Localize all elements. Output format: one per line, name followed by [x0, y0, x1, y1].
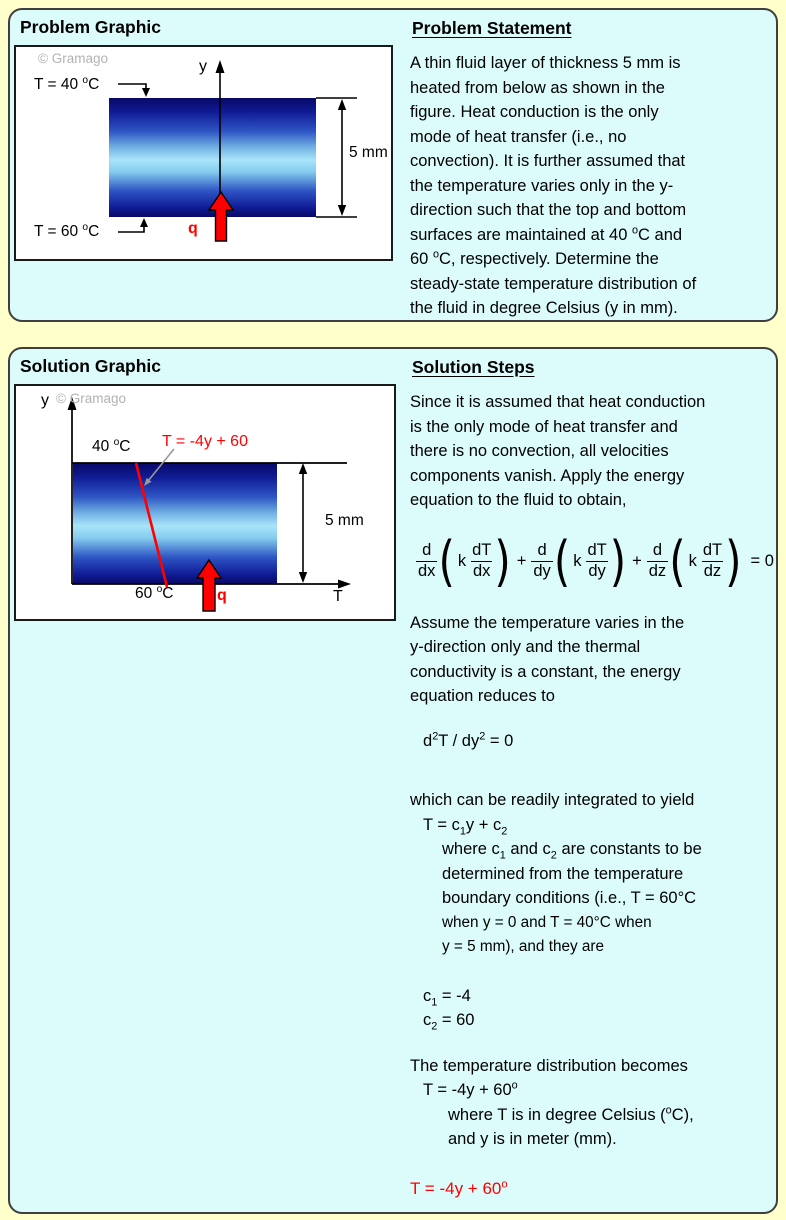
text-run: T = -4y + 60 [423, 1081, 512, 1099]
solution-intro-text [410, 390, 776, 513]
solution-diagram [16, 386, 394, 619]
text-run: the fluid in degree Celsius (y in mm). [410, 299, 678, 317]
dimension-arrowhead-up [299, 463, 307, 474]
text-line [410, 813, 776, 838]
text-run: y [199, 58, 207, 75]
constants-values [410, 984, 776, 1033]
thickness-label [325, 512, 364, 530]
text-run: is the only mode of heat transfer and [410, 417, 678, 436]
right-bracket: ) [609, 529, 627, 593]
text-run: where c [442, 840, 500, 858]
text-run: = -4 [437, 986, 471, 1005]
bottom-temperature-label [34, 223, 99, 241]
text-run: determined from the temperature [442, 864, 684, 883]
dimension-arrowhead-down [299, 572, 307, 583]
text-line [410, 272, 776, 297]
solution-steps-column [410, 357, 776, 1201]
text-line [410, 125, 776, 150]
text-line [410, 911, 776, 936]
text-run: d [423, 731, 433, 750]
top-surface-pointer [118, 84, 146, 92]
derivative-fraction: $\frac{dT}{dz}$ [702, 541, 723, 580]
text-sup: o [511, 1079, 518, 1092]
text-line [410, 174, 776, 199]
watermark: © Gramago [38, 51, 108, 66]
text-run: y + c [465, 815, 502, 834]
derivative-fraction: $\frac{d}{dy}$ [533, 541, 551, 580]
text-run: The temperature distribution becomes [410, 1056, 688, 1075]
problem-graphic-title: Problem Graphic [20, 17, 162, 37]
text-run: 60 [410, 250, 433, 268]
text-run: surfaces are maintained at 40 [410, 225, 632, 244]
text-sub: 1 [431, 995, 438, 1008]
problem-statement-column [410, 18, 776, 321]
text-line [410, 1078, 776, 1103]
text-line [410, 1127, 776, 1152]
text-run: Assume the temperature varies in the [410, 613, 685, 632]
text-run: when y = 0 and T = 40°C when [442, 913, 652, 931]
text-sub: 2 [501, 824, 508, 837]
text-run: C and [638, 225, 683, 244]
profile-equation-label [162, 433, 248, 451]
text-run: 60 [135, 585, 157, 602]
text-run: C, respectively. Determine the [439, 250, 659, 268]
text-sup: o [501, 1177, 508, 1190]
thickness-label [349, 144, 388, 162]
text-line [410, 76, 776, 101]
text-line [410, 935, 776, 960]
y-axis-label [199, 58, 207, 76]
text-line [410, 1103, 776, 1128]
text-run: which can be readily integrated to yield [410, 791, 695, 809]
fluid-layer [109, 98, 316, 217]
text-run: and y is in meter (mm). [448, 1130, 617, 1148]
text-sub: 1 [499, 849, 506, 862]
text-run: T [333, 588, 343, 605]
text-run: A thin fluid layer of thickness 5 mm is [410, 54, 681, 72]
text-run: the temperature varies only in the y- [410, 176, 674, 195]
final-result [410, 1177, 776, 1202]
text-run: heated from below as shown in the [410, 78, 665, 97]
text-sub: 2 [550, 849, 557, 862]
problem-panel [8, 8, 778, 322]
dimension-arrowhead-up [338, 99, 346, 110]
left-bracket: ( [669, 529, 686, 593]
text-run: T / dy [438, 731, 480, 750]
right-bracket: ) [494, 529, 511, 593]
derivative-fraction: $\frac{dT}{dy}$ [587, 541, 607, 580]
text-run: C), [671, 1105, 694, 1124]
text-sup: o [113, 436, 120, 448]
text-run: q [217, 587, 227, 604]
text-run: 40 [92, 438, 114, 455]
text-line [410, 1008, 776, 1033]
text-run: direction such that the top and bottom [410, 201, 687, 219]
equals-zero: = 0 [750, 552, 774, 570]
text-line [410, 296, 776, 321]
text-line [410, 886, 776, 911]
bottom-temperature-label [135, 585, 173, 603]
text-run: are constants to be [556, 840, 702, 858]
text-sup: o [432, 248, 439, 261]
bottom-surface-pointer [118, 224, 144, 232]
left-bracket: ( [553, 529, 571, 593]
text-line [410, 464, 776, 489]
energy-equation [416, 527, 776, 597]
text-run: C [119, 438, 131, 455]
text-sup: o [665, 1104, 672, 1116]
text-run: equation to the fluid to obtain, [410, 491, 627, 509]
plus-sign: + [516, 552, 527, 570]
top-temperature-label [92, 438, 130, 456]
text-sup: 2 [479, 730, 486, 742]
bottom-pointer-arrowhead [140, 218, 148, 227]
text-line [410, 684, 776, 709]
text-run: y = 5 mm), and they are [442, 938, 604, 955]
right-bracket: ) [725, 529, 742, 593]
text-run: T = -4y + 60 [162, 433, 248, 450]
heat-flux-label [217, 587, 227, 605]
text-line [410, 1054, 776, 1079]
text-line [410, 149, 776, 174]
derivative-fraction: $\frac{d}{dz}$ [648, 541, 667, 580]
text-line [410, 488, 776, 513]
solution-steps-title: Solution Steps [412, 357, 535, 377]
text-run: 5 mm [349, 144, 388, 161]
text-run: C [88, 223, 100, 240]
derivative-fraction: $\frac{d}{dx}$ [418, 541, 436, 580]
text-run: steady-state temperature distribution of [410, 274, 697, 293]
text-run: there is no convection, all velocities [410, 442, 669, 460]
assumption-text [410, 611, 776, 709]
text-line [410, 837, 776, 862]
text-sub: 1 [459, 824, 466, 837]
text-run: C [88, 76, 100, 93]
text-line [410, 247, 776, 272]
text-line [410, 984, 776, 1009]
text-line [410, 729, 776, 754]
text-run: equation reduces to [410, 687, 555, 705]
text-run: and c [505, 840, 551, 858]
text-run: q [188, 220, 198, 237]
text-sub: 2 [431, 1020, 438, 1033]
text-line [410, 788, 776, 813]
text-sup: o [82, 74, 89, 86]
reduced-equation [410, 729, 776, 754]
text-run: T = 40 [34, 76, 83, 93]
problem-statement-title: Problem Statement [412, 18, 572, 38]
problem-diagram-box [14, 45, 393, 261]
text-run: convection). It is further assumed that [410, 152, 686, 170]
integration-text [410, 788, 776, 960]
problem-statement-text [410, 51, 776, 321]
left-bracket: ( [438, 529, 455, 593]
top-temperature-label [34, 76, 99, 94]
conductivity-symbol: k [688, 552, 697, 570]
text-run: C [162, 585, 174, 602]
text-sup: o [156, 583, 163, 595]
top-pointer-arrowhead [142, 88, 150, 97]
text-run: y [41, 392, 49, 409]
text-run: = 60 [437, 1011, 475, 1029]
text-sup: o [631, 224, 639, 236]
text-run: c [423, 986, 432, 1005]
solution-panel [8, 347, 778, 1214]
text-line [410, 100, 776, 125]
text-run: 5 mm [325, 512, 364, 529]
text-run: conductivity is a constant, the energy [410, 662, 681, 681]
text-run: c [423, 1011, 432, 1029]
dimension-arrowhead-down [338, 205, 346, 216]
y-axis-label [41, 392, 49, 410]
text-run: where T is in degree Celsius ( [448, 1105, 666, 1124]
text-run: T = -4y + 60 [410, 1178, 502, 1198]
text-line [410, 198, 776, 223]
conductivity-symbol: k [573, 552, 582, 570]
text-line [410, 1177, 776, 1202]
text-sup: 2 [432, 730, 439, 742]
text-line [410, 223, 776, 248]
text-line [410, 51, 776, 76]
text-line [410, 415, 776, 440]
plus-sign: + [632, 552, 642, 570]
distribution-text [410, 1054, 776, 1152]
text-sup: o [82, 221, 89, 233]
solution-graphic-title: Solution Graphic [20, 356, 161, 376]
text-run: mode of heat transfer (i.e., no [410, 127, 627, 146]
derivative-fraction: $\frac{dT}{dx}$ [472, 541, 492, 580]
text-line [410, 862, 776, 887]
text-line [410, 635, 776, 660]
text-run: Since it is assumed that heat conduction [410, 393, 706, 411]
t-axis-label [333, 588, 343, 606]
text-run: boundary conditions (i.e., T = 60°C [442, 889, 697, 907]
watermark: © Gramago [56, 391, 126, 406]
text-run: figure. Heat conduction is the only [410, 103, 659, 121]
text-line [410, 660, 776, 685]
text-line [410, 439, 776, 464]
solution-diagram-box [14, 384, 396, 621]
heat-flux-label [188, 220, 198, 238]
text-line [410, 611, 776, 636]
text-run: y-direction only and the thermal [410, 638, 641, 656]
text-run: = 0 [485, 731, 514, 750]
fluid-layer [73, 463, 277, 584]
text-run: T = c [423, 815, 460, 834]
text-line [410, 390, 776, 415]
y-axis-arrowhead [216, 60, 225, 73]
text-run: components vanish. Apply the energy [410, 466, 685, 485]
conductivity-symbol: k [457, 552, 467, 570]
text-run: T = 60 [34, 223, 83, 240]
